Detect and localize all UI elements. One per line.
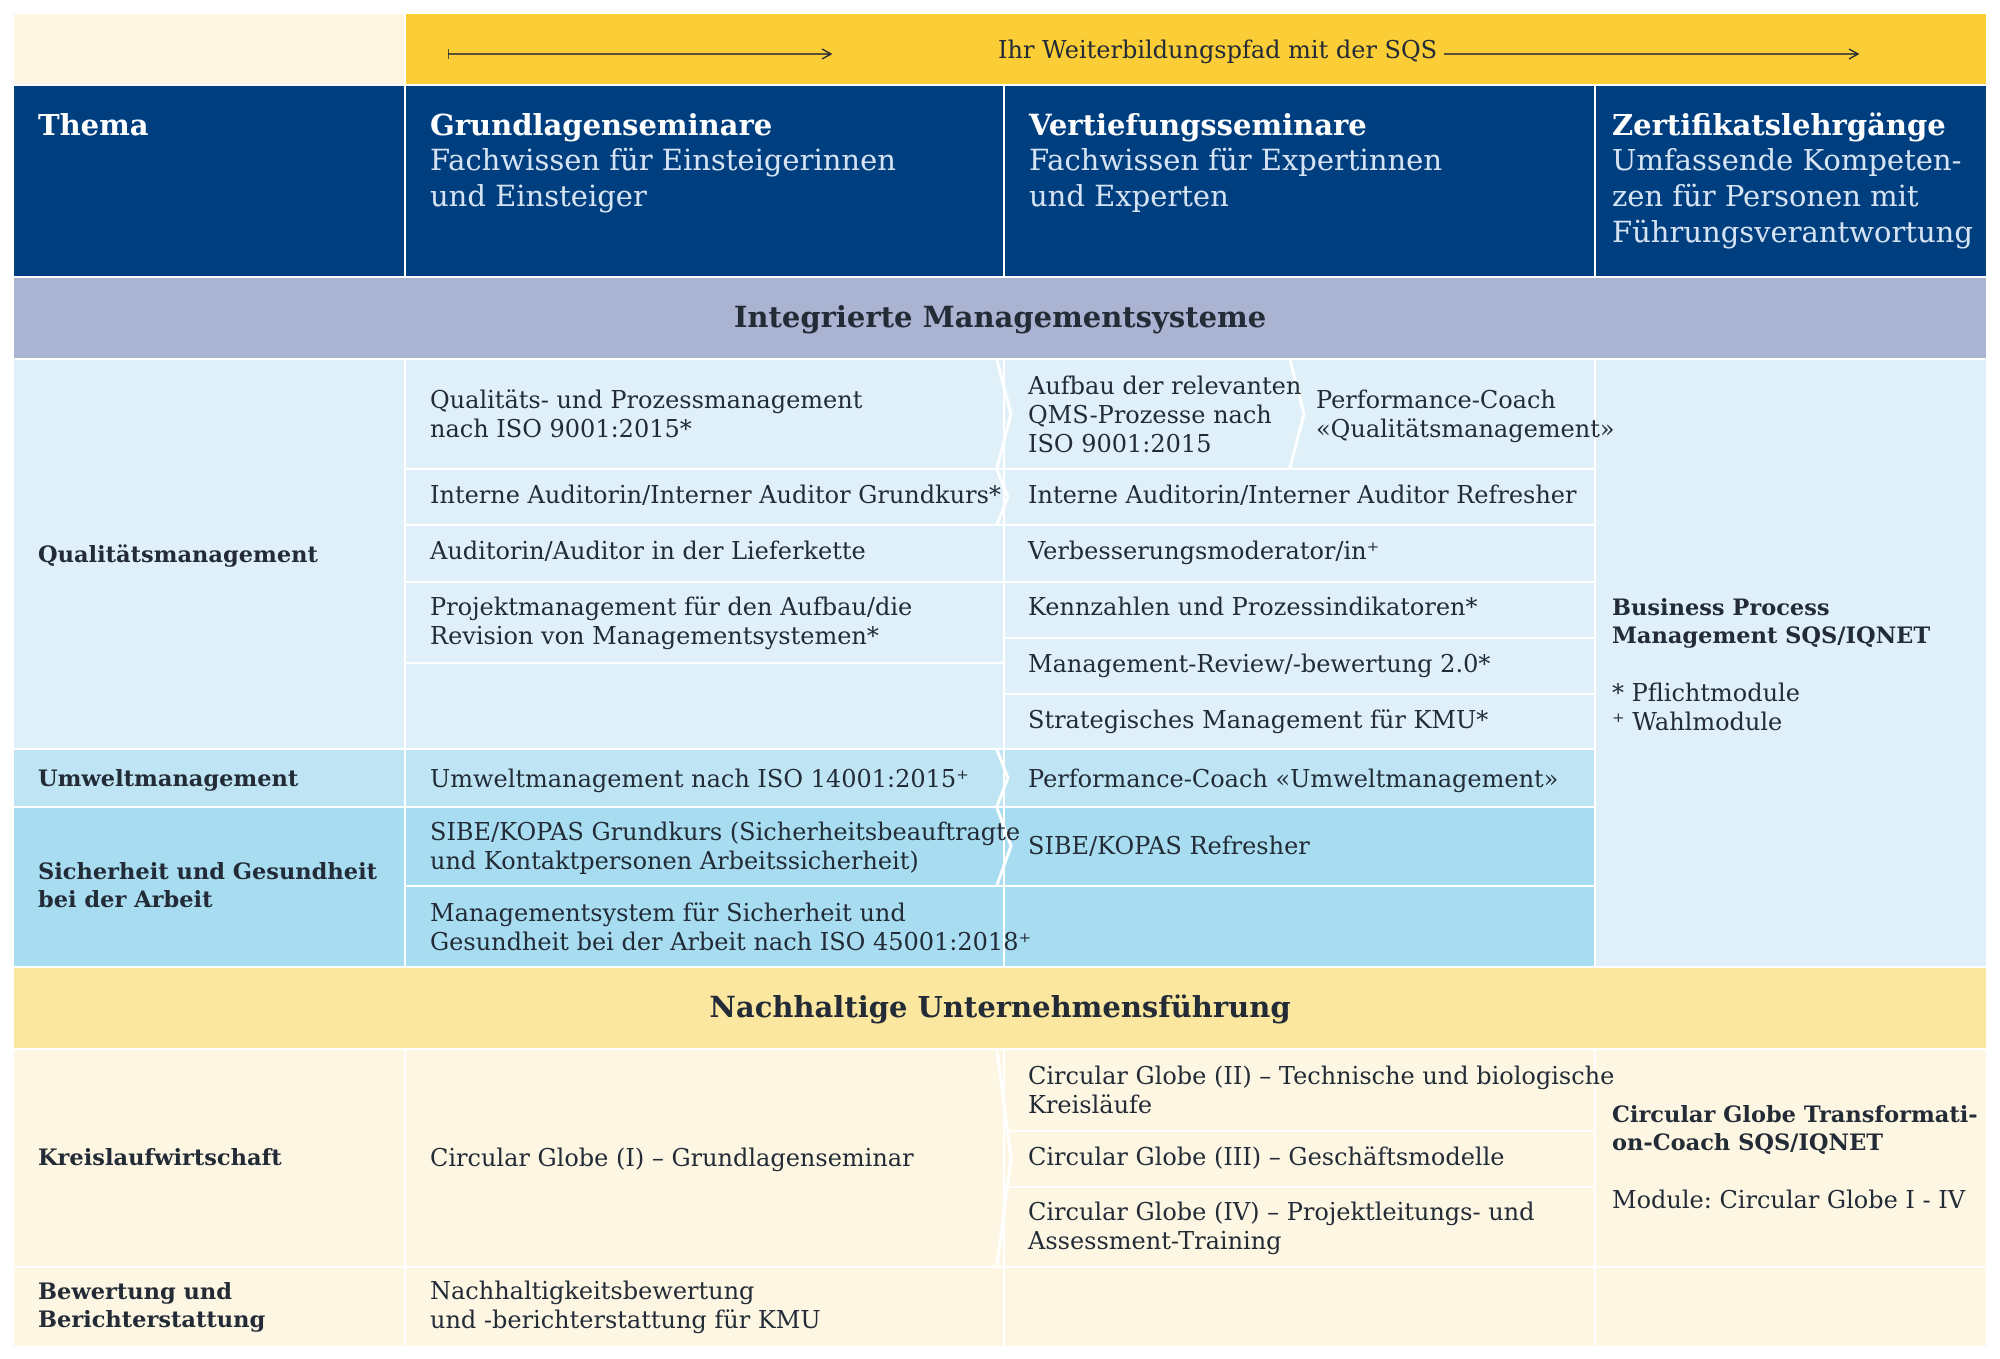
qm-g4-line1: Projektmanagement für den Aufbau/die <box>430 593 913 621</box>
kw-g: Circular Globe (I) – Grundlagenseminar <box>430 1144 914 1172</box>
bb-topic-line2: Berichterstattung <box>38 1307 266 1333</box>
qm-v1-coach-line2: «Qualitätsmanagement» <box>1316 415 1615 443</box>
qm-v6: Strategisches Management für KMU* <box>1028 706 1489 734</box>
kw-v1-line1: Circular Globe (II) – Technische und biologische <box>1028 1062 1615 1090</box>
header-thema-cell <box>14 86 404 276</box>
qm-g1-line1: Qualitäts- und Prozessmanagement <box>430 386 863 414</box>
pathway-arrow-right <box>1444 48 1864 60</box>
section1-title: Integrierte Managementsysteme <box>733 300 1267 334</box>
sg-g2-line1: Managementsystem für Sicherheit und <box>430 899 906 927</box>
header-grundlagen-sub1: Fachwissen für Einsteigerinnen <box>430 143 896 177</box>
qm-g4-line2: Revision von Managementsystemen* <box>430 622 879 650</box>
pathway-label: Ihr Weiterbildungspfad mit der SQS <box>998 36 1438 64</box>
cert1-note-wahl: ⁺ Wahlmodule <box>1612 708 1783 736</box>
header-grundlagen-cell <box>406 86 1003 276</box>
section2-title: Nachhaltige Unternehmensführung <box>709 990 1291 1024</box>
header-grundlagen-title: Grundlagenseminare <box>430 108 773 142</box>
top-left-blank <box>14 14 404 84</box>
cert1-title-line2: Management SQS/IQNET <box>1612 623 1931 649</box>
qm-chevron-1 <box>995 360 1013 468</box>
qm-v1-line1: Aufbau der relevanten <box>1028 372 1302 400</box>
header-zertifikat-cell <box>1596 86 1986 276</box>
sg-g1-line2: und Kontaktpersonen Arbeitssicherheit) <box>430 847 919 875</box>
cert1-note-pflicht: * Pflichtmodule <box>1612 679 1800 707</box>
qm-v5: Management-Review/-bewertung 2.0* <box>1028 650 1491 678</box>
qm-topic: Qualitätsmanagement <box>38 542 318 568</box>
um-chevron <box>995 750 1011 806</box>
kw-topic: Kreislaufwirtschaft <box>38 1145 282 1171</box>
sg-v1: SIBE/KOPAS Refresher <box>1028 832 1310 860</box>
um-topic: Umweltmanagement <box>38 766 299 792</box>
um-g: Umweltmanagement nach ISO 14001:2015⁺ <box>430 765 969 793</box>
header-vertiefung-sub1: Fachwissen für Expertinnen <box>1029 143 1443 177</box>
um-v: Performance-Coach «Umweltmanagement» <box>1028 765 1559 793</box>
qm-g1-line2: nach ISO 9001:2015* <box>430 415 692 443</box>
qm-v3: Verbesserungsmoderator/in⁺ <box>1028 537 1380 565</box>
kw-cert-modules: Module: Circular Globe I - IV <box>1612 1186 1966 1214</box>
kw-cert-line2: on-Coach SQS/IQNET <box>1612 1130 1883 1156</box>
sg-g2-line2: Gesundheit bei der Arbeit nach ISO 45001:2018⁺ <box>430 928 1032 956</box>
header-vertiefung-cell <box>1005 86 1594 276</box>
kw-chevron <box>995 1050 1013 1266</box>
header-zertifikat-sub3: Führungsverantwortung <box>1612 215 1973 249</box>
header-zertifikat-sub2: zen für Personen mit <box>1612 179 1919 213</box>
qm-g2: Interne Auditorin/Interner Auditor Grundkurs* <box>430 481 1001 509</box>
kw-v3-line1: Circular Globe (IV) – Projektleitungs- und <box>1028 1198 1535 1226</box>
header-vertiefung-title: Vertiefungsseminare <box>1029 108 1367 142</box>
header-grundlagen-sub2: und Einsteiger <box>430 179 647 213</box>
sg-g1-line1: SIBE/KOPAS Grundkurs (Sicherheitsbeauftragte <box>430 818 1021 846</box>
kw-v1-line2: Kreisläufe <box>1028 1091 1153 1119</box>
kw-cert-line1: Circular Globe Transformati- <box>1612 1102 1978 1128</box>
header-vertiefung-sub2: und Experten <box>1029 179 1229 213</box>
qm-g3: Auditorin/Auditor in der Lieferkette <box>430 537 866 565</box>
qm-v1-line3: ISO 9001:2015 <box>1028 430 1212 458</box>
sg-topic-line2: bei der Arbeit <box>38 887 213 913</box>
kw-v2: Circular Globe (III) – Geschäftsmodelle <box>1028 1143 1505 1171</box>
header-thema: Thema <box>38 108 149 142</box>
qm-v1-line2: QMS-Prozesse nach <box>1028 401 1272 429</box>
qm-v2: Interne Auditorin/Interner Auditor Refresher <box>1028 481 1577 509</box>
qm-v1-coach-line1: Performance-Coach <box>1316 386 1556 414</box>
cert1-block <box>1596 360 1986 966</box>
kw-v3-line2: Assessment-Training <box>1028 1227 1282 1255</box>
header-zertifikat-title: Zertifikatslehrgänge <box>1612 108 1946 142</box>
section2-band <box>14 968 1986 1048</box>
pathway-banner <box>406 14 1986 84</box>
qm-v4: Kennzahlen und Prozessindikatoren* <box>1028 593 1478 621</box>
bb-g-line1: Nachhaltigkeitsbewertung <box>430 1277 755 1305</box>
pathway-arrow-left <box>448 48 848 60</box>
cert1-title-line1: Business Process <box>1612 595 1830 621</box>
bb-g-line2: und -berichterstattung für KMU <box>430 1306 821 1334</box>
bb-topic-line1: Bewertung und <box>38 1279 232 1305</box>
sg-topic-line1: Sicherheit und Gesundheit <box>38 859 378 885</box>
section1-band <box>14 278 1986 358</box>
header-zertifikat-sub1: Umfassende Kompeten- <box>1612 143 1962 177</box>
